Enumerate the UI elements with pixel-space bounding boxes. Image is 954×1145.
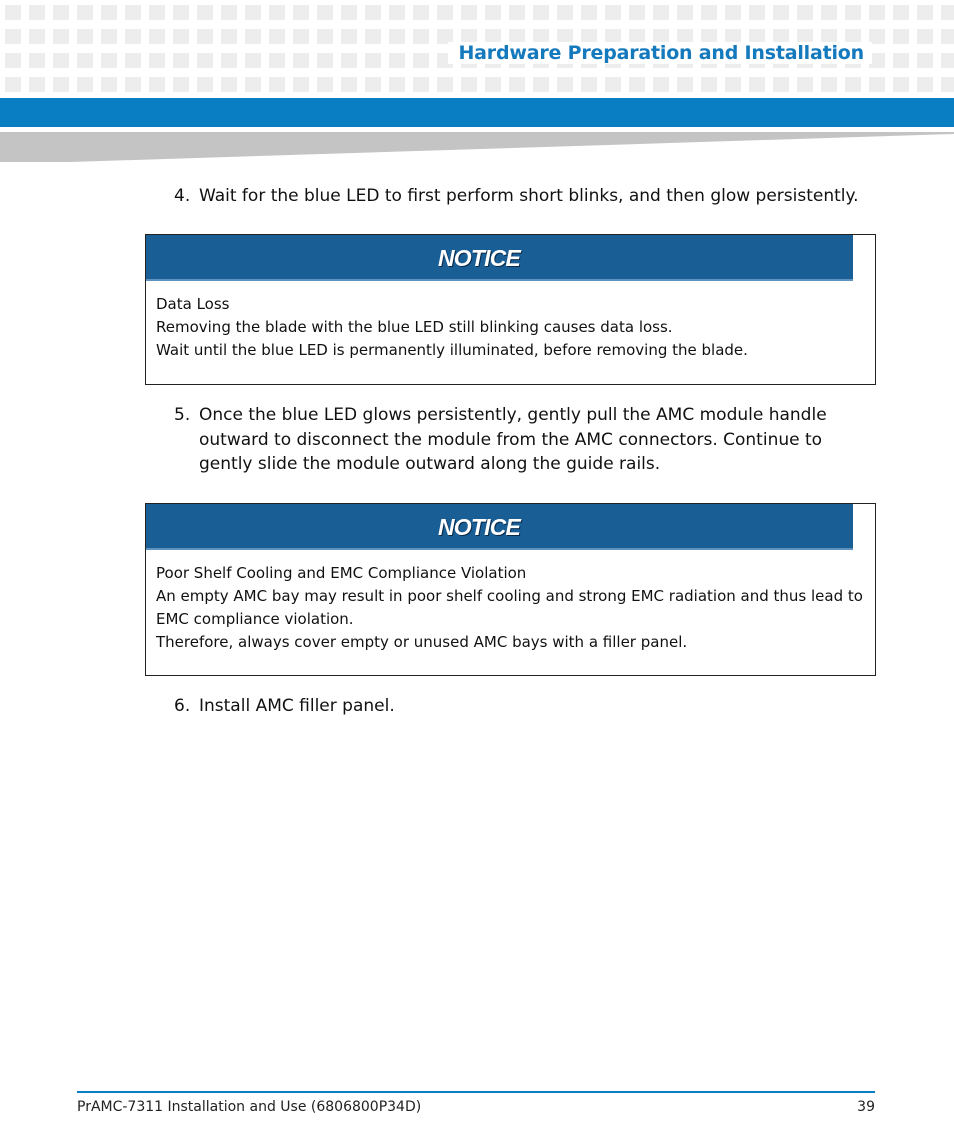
running-header-title: Hardware Preparation and Installation xyxy=(448,42,872,64)
step-6 xyxy=(174,694,874,719)
notice-line: Therefore, always cover empty or unused AMC bays with a filler panel. xyxy=(156,633,688,651)
step-5 xyxy=(174,403,874,477)
header-grey-wedge xyxy=(0,132,954,164)
step-text: Install AMC filler panel. xyxy=(199,696,395,716)
notice-box-data-loss xyxy=(145,234,876,385)
notice-line: Wait until the blue LED is permanently illuminated, before removing the blade. xyxy=(156,341,748,359)
step-4 xyxy=(174,184,874,209)
step-text: Wait for the blue LED to first perform short blinks, and then glow persistently. xyxy=(199,186,859,206)
header-blue-bar xyxy=(0,98,954,127)
notice-heading: Poor Shelf Cooling and EMC Compliance Violation xyxy=(156,564,527,582)
step-number: 5. xyxy=(174,405,191,425)
notice-body xyxy=(146,281,875,362)
step-number: 4. xyxy=(174,186,191,206)
notice-body xyxy=(146,550,875,654)
step-text: Once the blue LED glows persistently, gently pull the AMC module handle outward to disconnect the module from the AMC connectors. Continue to gently slide the module outward along the guide rails. xyxy=(199,405,827,474)
notice-box-cooling-emc xyxy=(145,503,876,676)
notice-line: Removing the blade with the blue LED still blinking causes data loss. xyxy=(156,318,673,336)
notice-label: NOTICE xyxy=(438,514,521,540)
footer-page-number: 39 xyxy=(857,1099,875,1115)
notice-label: NOTICE xyxy=(438,245,521,271)
notice-banner xyxy=(146,235,853,281)
notice-banner xyxy=(146,504,853,550)
footer-document-title: PrAMC-7311 Installation and Use (6806800P34D) xyxy=(77,1099,422,1115)
footer-rule xyxy=(77,1091,875,1093)
notice-line: An empty AMC bay may result in poor shelf cooling and strong EMC radiation and thus lead to EMC compliance violation. xyxy=(156,587,863,628)
notice-heading: Data Loss xyxy=(156,295,230,313)
step-number: 6. xyxy=(174,696,191,716)
